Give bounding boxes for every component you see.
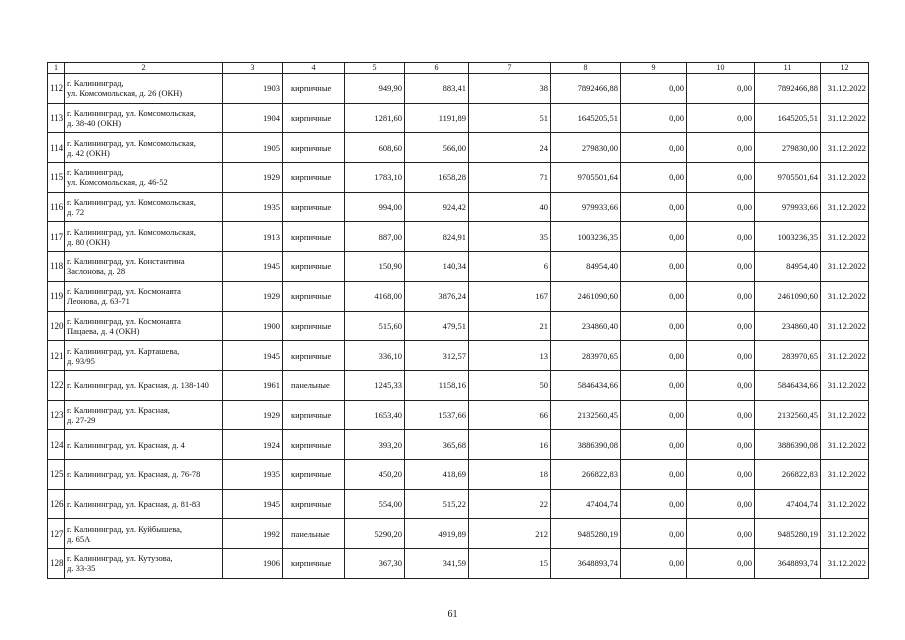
cost-total-cell: 283970,65 xyxy=(551,341,621,371)
total-area-cell: 393,20 xyxy=(345,430,405,460)
cost-fund-cell: 0,00 xyxy=(621,281,687,311)
year-built-cell: 1900 xyxy=(223,311,283,341)
row-number-cell: 120 xyxy=(48,311,65,341)
cost-total-cell: 979933,66 xyxy=(551,192,621,222)
wall-material-cell: кирпичные xyxy=(283,74,345,104)
residents-cell: 15 xyxy=(469,549,551,579)
living-area-cell: 924,42 xyxy=(405,192,469,222)
address-cell: г. Калининград, ул. Космонавта Леонова, д. 63-71 xyxy=(65,281,223,311)
living-area-cell: 365,68 xyxy=(405,430,469,460)
living-area-cell: 1537,66 xyxy=(405,400,469,430)
deadline-cell: 31.12.2022 xyxy=(821,222,869,252)
living-area-cell: 312,57 xyxy=(405,341,469,371)
cost-fund-cell: 0,00 xyxy=(621,459,687,489)
table-row xyxy=(48,163,869,193)
cost-fund-cell: 0,00 xyxy=(621,519,687,549)
wall-material-cell: панельные xyxy=(283,370,345,400)
cost-owners-cell: 47404,74 xyxy=(755,489,821,519)
cost-total-cell: 234860,40 xyxy=(551,311,621,341)
year-built-cell: 1929 xyxy=(223,281,283,311)
residents-cell: 38 xyxy=(469,74,551,104)
table-row xyxy=(48,252,869,282)
address-cell: г. Калининград, ул. Комсомольская, д. 42 (ОКН) xyxy=(65,133,223,163)
wall-material-cell: кирпичные xyxy=(283,341,345,371)
wall-material-cell: панельные xyxy=(283,519,345,549)
cost-owners-cell: 84954,40 xyxy=(755,252,821,282)
address-cell: г. Калининград, ул. Красная, д. 27-29 xyxy=(65,400,223,430)
row-number-cell: 128 xyxy=(48,549,65,579)
residents-cell: 167 xyxy=(469,281,551,311)
total-area-cell: 608,60 xyxy=(345,133,405,163)
row-number-cell: 126 xyxy=(48,489,65,519)
cost-other-cell: 0,00 xyxy=(687,400,755,430)
living-area-cell: 883,41 xyxy=(405,74,469,104)
living-area-cell: 566,00 xyxy=(405,133,469,163)
wall-material-cell: кирпичные xyxy=(283,103,345,133)
cost-fund-cell: 0,00 xyxy=(621,489,687,519)
total-area-cell: 1653,40 xyxy=(345,400,405,430)
living-area-cell: 418,69 xyxy=(405,459,469,489)
address-cell: г. Калининград, ул. Комсомольская, д. 26 (ОКН) xyxy=(65,74,223,104)
wall-material-cell: кирпичные xyxy=(283,192,345,222)
residents-cell: 24 xyxy=(469,133,551,163)
total-area-cell: 336,10 xyxy=(345,341,405,371)
cost-other-cell: 0,00 xyxy=(687,341,755,371)
row-number-cell: 122 xyxy=(48,370,65,400)
cost-owners-cell: 266822,83 xyxy=(755,459,821,489)
row-number-cell: 124 xyxy=(48,430,65,460)
cost-owners-cell: 1003236,35 xyxy=(755,222,821,252)
cost-other-cell: 0,00 xyxy=(687,430,755,460)
year-built-cell: 1961 xyxy=(223,370,283,400)
deadline-cell: 31.12.2022 xyxy=(821,459,869,489)
residents-cell: 18 xyxy=(469,459,551,489)
table-row xyxy=(48,222,869,252)
cost-other-cell: 0,00 xyxy=(687,281,755,311)
total-area-cell: 515,60 xyxy=(345,311,405,341)
total-area-cell: 554,00 xyxy=(345,489,405,519)
cost-fund-cell: 0,00 xyxy=(621,370,687,400)
cost-other-cell: 0,00 xyxy=(687,74,755,104)
residents-cell: 6 xyxy=(469,252,551,282)
row-number-cell: 121 xyxy=(48,341,65,371)
year-built-cell: 1929 xyxy=(223,400,283,430)
cost-fund-cell: 0,00 xyxy=(621,311,687,341)
table-row xyxy=(48,74,869,104)
cost-total-cell: 7892466,88 xyxy=(551,74,621,104)
table-row xyxy=(48,370,869,400)
address-cell: г. Калининград, ул. Комсомольская, д. 38-40 (ОКН) xyxy=(65,103,223,133)
total-area-cell: 450,20 xyxy=(345,459,405,489)
row-number-cell: 118 xyxy=(48,252,65,282)
header-cell: 7 xyxy=(469,63,551,74)
total-area-cell: 150,90 xyxy=(345,252,405,282)
total-area-cell: 5290,20 xyxy=(345,519,405,549)
deadline-cell: 31.12.2022 xyxy=(821,74,869,104)
table-row xyxy=(48,192,869,222)
cost-fund-cell: 0,00 xyxy=(621,222,687,252)
address-cell: г. Калининград, ул. Карташева, д. 93/95 xyxy=(65,341,223,371)
cost-total-cell: 47404,74 xyxy=(551,489,621,519)
year-built-cell: 1945 xyxy=(223,341,283,371)
header-cell: 3 xyxy=(223,63,283,74)
cost-owners-cell: 9485280,19 xyxy=(755,519,821,549)
living-area-cell: 479,51 xyxy=(405,311,469,341)
housing-table xyxy=(47,62,869,579)
page-number: 61 xyxy=(447,609,458,620)
wall-material-cell: кирпичные xyxy=(283,222,345,252)
cost-total-cell: 3886390,08 xyxy=(551,430,621,460)
address-cell: г. Калининград, ул. Космонавта Пацаева, д. 4 (ОКН) xyxy=(65,311,223,341)
residents-cell: 51 xyxy=(469,103,551,133)
table-row xyxy=(48,430,869,460)
deadline-cell: 31.12.2022 xyxy=(821,370,869,400)
row-number-cell: 113 xyxy=(48,103,65,133)
living-area-cell: 4919,89 xyxy=(405,519,469,549)
header-cell: 2 xyxy=(65,63,223,74)
cost-fund-cell: 0,00 xyxy=(621,103,687,133)
cost-other-cell: 0,00 xyxy=(687,192,755,222)
table-body xyxy=(48,63,869,579)
wall-material-cell: кирпичные xyxy=(283,430,345,460)
cost-other-cell: 0,00 xyxy=(687,370,755,400)
address-cell: г. Калининград, ул. Красная, д. 4 xyxy=(65,430,223,460)
deadline-cell: 31.12.2022 xyxy=(821,400,869,430)
row-number-cell: 116 xyxy=(48,192,65,222)
cost-fund-cell: 0,00 xyxy=(621,133,687,163)
total-area-cell: 994,00 xyxy=(345,192,405,222)
deadline-cell: 31.12.2022 xyxy=(821,252,869,282)
cost-fund-cell: 0,00 xyxy=(621,74,687,104)
cost-other-cell: 0,00 xyxy=(687,103,755,133)
table-row xyxy=(48,133,869,163)
cost-fund-cell: 0,00 xyxy=(621,430,687,460)
year-built-cell: 1945 xyxy=(223,252,283,282)
header-cell: 1 xyxy=(48,63,65,74)
residents-cell: 40 xyxy=(469,192,551,222)
table-row xyxy=(48,459,869,489)
table-row xyxy=(48,281,869,311)
cost-total-cell: 9485280,19 xyxy=(551,519,621,549)
cost-fund-cell: 0,00 xyxy=(621,163,687,193)
year-built-cell: 1929 xyxy=(223,163,283,193)
header-cell: 6 xyxy=(405,63,469,74)
cost-owners-cell: 2132560,45 xyxy=(755,400,821,430)
cost-owners-cell: 283970,65 xyxy=(755,341,821,371)
living-area-cell: 341,59 xyxy=(405,549,469,579)
header-cell: 8 xyxy=(551,63,621,74)
cost-fund-cell: 0,00 xyxy=(621,252,687,282)
wall-material-cell: кирпичные xyxy=(283,489,345,519)
cost-total-cell: 3648893,74 xyxy=(551,549,621,579)
cost-owners-cell: 9705501,64 xyxy=(755,163,821,193)
cost-other-cell: 0,00 xyxy=(687,519,755,549)
table-row xyxy=(48,519,869,549)
wall-material-cell: кирпичные xyxy=(283,311,345,341)
wall-material-cell: кирпичные xyxy=(283,281,345,311)
total-area-cell: 1245,33 xyxy=(345,370,405,400)
row-number-cell: 119 xyxy=(48,281,65,311)
wall-material-cell: кирпичные xyxy=(283,163,345,193)
deadline-cell: 31.12.2022 xyxy=(821,281,869,311)
row-number-cell: 112 xyxy=(48,74,65,104)
address-cell: г. Калининград, ул. Кутузова, д. 33-35 xyxy=(65,549,223,579)
residents-cell: 50 xyxy=(469,370,551,400)
row-number-cell: 115 xyxy=(48,163,65,193)
residents-cell: 21 xyxy=(469,311,551,341)
cost-owners-cell: 3648893,74 xyxy=(755,549,821,579)
row-number-cell: 125 xyxy=(48,459,65,489)
cost-owners-cell: 5846434,66 xyxy=(755,370,821,400)
residents-cell: 16 xyxy=(469,430,551,460)
address-cell: г. Калининград, ул. Красная, д. 81-83 xyxy=(65,489,223,519)
residents-cell: 212 xyxy=(469,519,551,549)
year-built-cell: 1992 xyxy=(223,519,283,549)
year-built-cell: 1913 xyxy=(223,222,283,252)
address-cell: г. Калининград, ул. Красная, д. 76-78 xyxy=(65,459,223,489)
cost-total-cell: 2132560,45 xyxy=(551,400,621,430)
cost-total-cell: 1645205,51 xyxy=(551,103,621,133)
cost-other-cell: 0,00 xyxy=(687,222,755,252)
header-cell: 4 xyxy=(283,63,345,74)
deadline-cell: 31.12.2022 xyxy=(821,549,869,579)
address-cell: г. Калининград, ул. Куйбышева, д. 65А xyxy=(65,519,223,549)
deadline-cell: 31.12.2022 xyxy=(821,163,869,193)
wall-material-cell: кирпичные xyxy=(283,252,345,282)
cost-other-cell: 0,00 xyxy=(687,311,755,341)
cost-other-cell: 0,00 xyxy=(687,252,755,282)
table-row xyxy=(48,311,869,341)
cost-total-cell: 279830,00 xyxy=(551,133,621,163)
address-cell: г. Калининград, ул. Комсомольская, д. 46-52 xyxy=(65,163,223,193)
total-area-cell: 4168,00 xyxy=(345,281,405,311)
cost-fund-cell: 0,00 xyxy=(621,341,687,371)
deadline-cell: 31.12.2022 xyxy=(821,430,869,460)
year-built-cell: 1935 xyxy=(223,192,283,222)
deadline-cell: 31.12.2022 xyxy=(821,103,869,133)
total-area-cell: 949,90 xyxy=(345,74,405,104)
cost-other-cell: 0,00 xyxy=(687,133,755,163)
cost-owners-cell: 1645205,51 xyxy=(755,103,821,133)
year-built-cell: 1905 xyxy=(223,133,283,163)
row-number-cell: 123 xyxy=(48,400,65,430)
wall-material-cell: кирпичные xyxy=(283,400,345,430)
wall-material-cell: кирпичные xyxy=(283,459,345,489)
cost-total-cell: 266822,83 xyxy=(551,459,621,489)
cost-owners-cell: 979933,66 xyxy=(755,192,821,222)
wall-material-cell: кирпичные xyxy=(283,549,345,579)
cost-total-cell: 9705501,64 xyxy=(551,163,621,193)
row-number-cell: 114 xyxy=(48,133,65,163)
year-built-cell: 1906 xyxy=(223,549,283,579)
living-area-cell: 1191,89 xyxy=(405,103,469,133)
cost-total-cell: 84954,40 xyxy=(551,252,621,282)
residents-cell: 71 xyxy=(469,163,551,193)
cost-owners-cell: 2461090,60 xyxy=(755,281,821,311)
living-area-cell: 1158,16 xyxy=(405,370,469,400)
address-cell: г. Калининград, ул. Красная, д. 138-140 xyxy=(65,370,223,400)
total-area-cell: 1281,60 xyxy=(345,103,405,133)
header-cell: 10 xyxy=(687,63,755,74)
living-area-cell: 824,91 xyxy=(405,222,469,252)
living-area-cell: 140,34 xyxy=(405,252,469,282)
deadline-cell: 31.12.2022 xyxy=(821,192,869,222)
year-built-cell: 1945 xyxy=(223,489,283,519)
table-row xyxy=(48,341,869,371)
total-area-cell: 887,00 xyxy=(345,222,405,252)
living-area-cell: 1658,28 xyxy=(405,163,469,193)
table-row xyxy=(48,549,869,579)
cost-other-cell: 0,00 xyxy=(687,549,755,579)
cost-other-cell: 0,00 xyxy=(687,489,755,519)
cost-owners-cell: 279830,00 xyxy=(755,133,821,163)
total-area-cell: 1783,10 xyxy=(345,163,405,193)
year-built-cell: 1903 xyxy=(223,74,283,104)
table-row xyxy=(48,400,869,430)
cost-fund-cell: 0,00 xyxy=(621,400,687,430)
deadline-cell: 31.12.2022 xyxy=(821,133,869,163)
cost-other-cell: 0,00 xyxy=(687,163,755,193)
address-cell: г. Калининград, ул. Константина Заслонова, д. 28 xyxy=(65,252,223,282)
living-area-cell: 515,22 xyxy=(405,489,469,519)
residents-cell: 66 xyxy=(469,400,551,430)
cost-owners-cell: 7892466,88 xyxy=(755,74,821,104)
residents-cell: 22 xyxy=(469,489,551,519)
wall-material-cell: кирпичные xyxy=(283,133,345,163)
row-number-cell: 127 xyxy=(48,519,65,549)
table-row xyxy=(48,489,869,519)
cost-fund-cell: 0,00 xyxy=(621,192,687,222)
address-cell: г. Калининград, ул. Комсомольская, д. 72 xyxy=(65,192,223,222)
residents-cell: 13 xyxy=(469,341,551,371)
cost-fund-cell: 0,00 xyxy=(621,549,687,579)
residents-cell: 35 xyxy=(469,222,551,252)
total-area-cell: 367,30 xyxy=(345,549,405,579)
table-row xyxy=(48,103,869,133)
living-area-cell: 3876,24 xyxy=(405,281,469,311)
cost-total-cell: 1003236,35 xyxy=(551,222,621,252)
header-cell: 11 xyxy=(755,63,821,74)
header-cell: 12 xyxy=(821,63,869,74)
year-built-cell: 1924 xyxy=(223,430,283,460)
deadline-cell: 31.12.2022 xyxy=(821,341,869,371)
deadline-cell: 31.12.2022 xyxy=(821,489,869,519)
header-cell: 9 xyxy=(621,63,687,74)
cost-owners-cell: 3886390,08 xyxy=(755,430,821,460)
year-built-cell: 1904 xyxy=(223,103,283,133)
deadline-cell: 31.12.2022 xyxy=(821,519,869,549)
header-cell: 5 xyxy=(345,63,405,74)
cost-owners-cell: 234860,40 xyxy=(755,311,821,341)
cost-total-cell: 2461090,60 xyxy=(551,281,621,311)
header-row xyxy=(48,63,869,74)
cost-other-cell: 0,00 xyxy=(687,459,755,489)
row-number-cell: 117 xyxy=(48,222,65,252)
year-built-cell: 1935 xyxy=(223,459,283,489)
deadline-cell: 31.12.2022 xyxy=(821,311,869,341)
cost-total-cell: 5846434,66 xyxy=(551,370,621,400)
address-cell: г. Калининград, ул. Комсомольская, д. 80 (ОКН) xyxy=(65,222,223,252)
